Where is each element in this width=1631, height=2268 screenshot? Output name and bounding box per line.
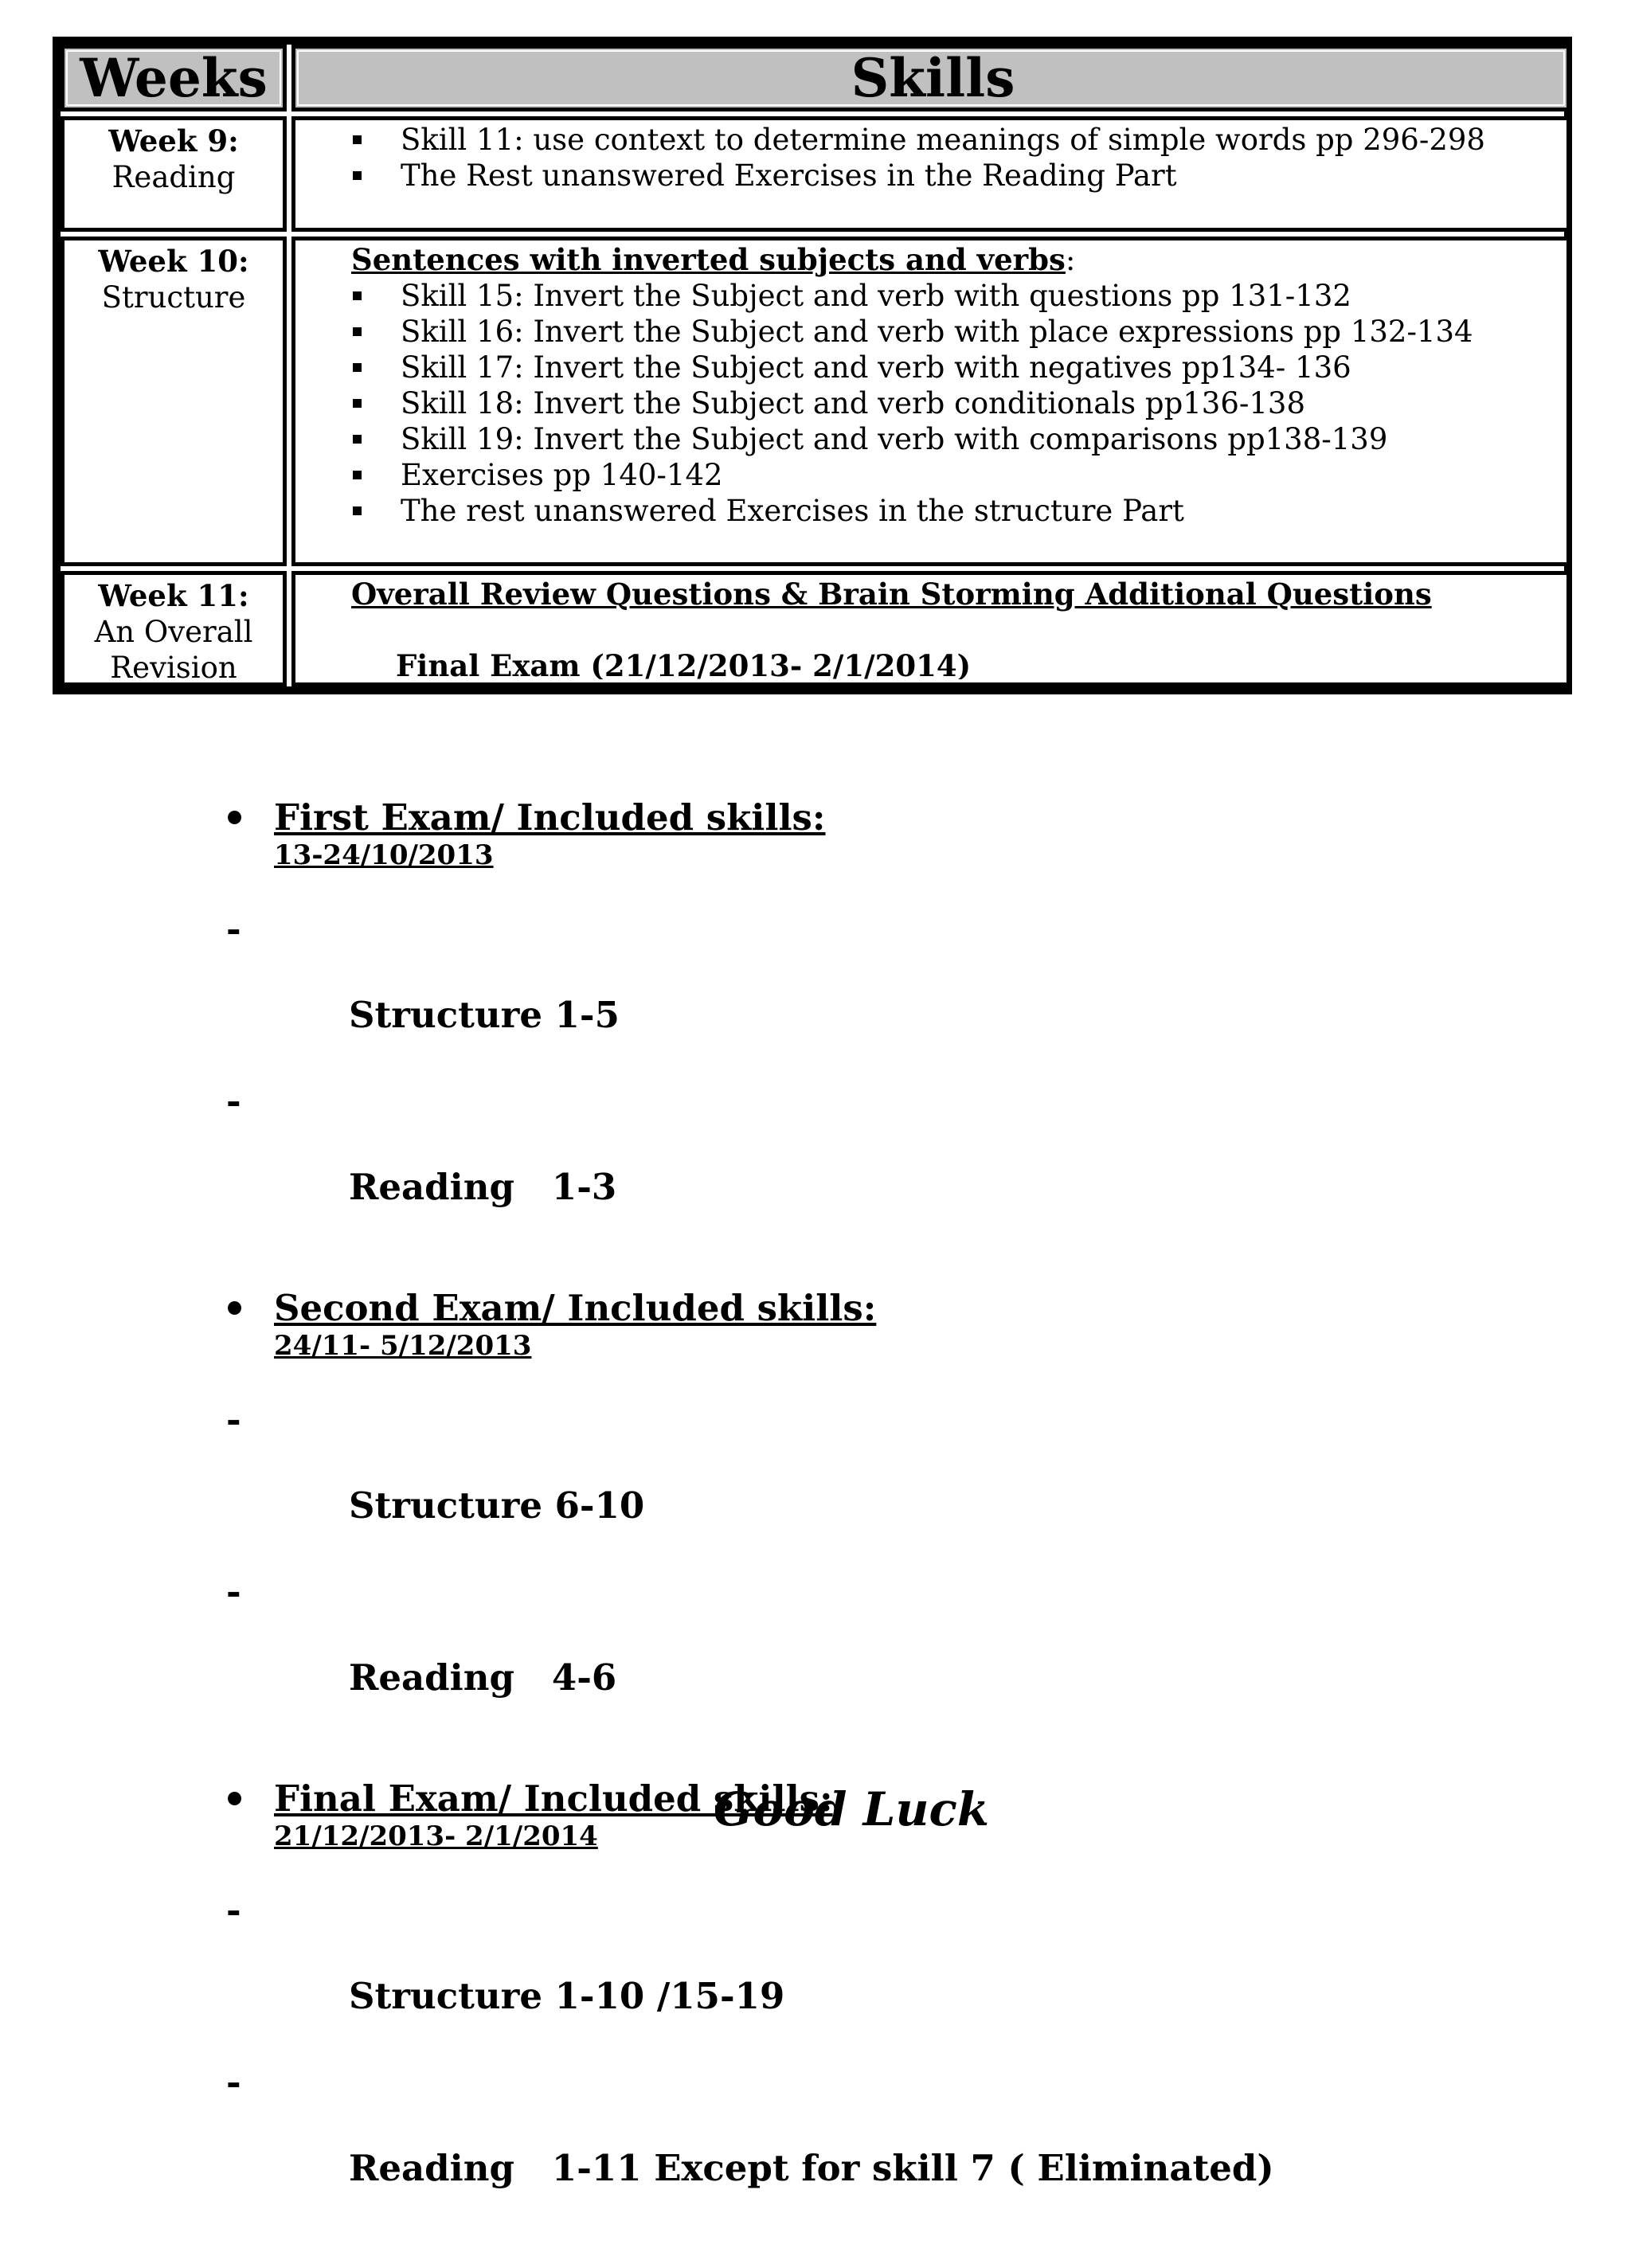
second-exam-title: Second Exam/ Included skills: [274,1287,877,1329]
week-10-cell [61,237,287,566]
week-11-final-exam-line: Final Exam (21/12/2013- 2/1/2014) [396,648,972,683]
final-exam-block [223,1777,1418,2233]
week-10-topic: Structure [101,280,246,315]
final-exam-item-reading: Reading 1-11 Except for skill 7 ( Eliminated) [349,2147,1274,2189]
schedule-table [53,37,1572,694]
first-exam-heading [223,796,1418,839]
list-item [223,1398,1418,1570]
header-skills-label: Skills [851,47,1015,109]
schedule-grid [61,45,1564,686]
second-exam-item-structure: Structure 6-10 [349,1484,645,1527]
list-item [223,908,1418,1080]
week-9-cell [61,116,287,232]
dash-icon: - [226,1570,241,1613]
second-exam-heading [223,1287,1418,1330]
header-skills [291,45,1570,111]
week-10-section-title: Sentences with inverted subjects and verbs [351,242,1066,277]
good-luck-closing: Good Luck [713,1782,990,1836]
final-exam-title: Final Exam/ Included skills: [274,1777,833,1820]
week-9-label: Week 9: [108,123,239,158]
second-exam-date: 24/11- 5/12/2013 [274,1330,532,1362]
week-10-label: Week 10: [98,244,249,279]
first-exam-date: 13-24/10/2013 [274,839,494,871]
week-10-skills-cell [291,237,1570,566]
list-item: Skill 17: Invert the Subject and verb with negatives pp134- 136 [351,350,1566,385]
list-item: Skill 15: Invert the Subject and verb with questions pp 131-132 [351,278,1566,314]
list-item: Skill 18: Invert the Subject and verb conditionals pp136-138 [351,385,1566,421]
week-9-skill-list [351,122,1566,194]
dash-icon: - [226,1889,241,1931]
week-10-section-colon: : [1065,243,1076,277]
list-item: The Rest unanswered Exercises in the Reading Part [351,158,1566,194]
week-11-label: Week 11: [98,578,249,613]
exam-list [223,796,1418,2268]
week-11-cell [61,571,287,686]
bullet-icon [228,811,241,824]
list-item: Skill 11: use context to determine meanings of simple words pp 296-298 [351,122,1566,158]
list-item: Exercises pp 140-142 [351,457,1566,493]
list-item: Skill 19: Invert the Subject and verb with comparisons pp138-139 [351,421,1566,457]
week-9-skills-cell [291,116,1570,232]
week-10-skill-list [351,278,1566,529]
header-weeks [61,45,287,111]
week-9-topic: Reading [111,160,236,194]
list-item [223,1080,1418,1252]
list-item [223,1570,1418,1742]
dash-icon: - [226,1398,241,1441]
list-item [223,1889,1418,2061]
week-10-section-title-line [351,242,1566,278]
first-exam-item-structure: Structure 1-5 [349,994,620,1036]
week-11-topic-line-2: Revision [110,651,237,685]
dash-icon: - [226,908,241,950]
list-item: The rest unanswered Exercises in the structure Part [351,493,1566,529]
dash-icon: - [226,2061,241,2103]
list-item [223,2061,1418,2233]
first-exam-item-reading: Reading 1-3 [349,1166,617,1208]
second-exam-block [223,1287,1418,1742]
week-11-skills-cell [291,571,1570,686]
header-weeks-label: Weeks [80,47,268,109]
bullet-icon [228,1301,241,1315]
first-exam-title: First Exam/ Included skills: [274,796,826,839]
dash-icon: - [226,1080,241,1122]
week-11-section-title: Overall Review Questions & Brain Storming Additional Questions [351,577,1432,612]
first-exam-block [223,796,1418,1252]
second-exam-item-reading: Reading 4-6 [349,1656,617,1699]
final-exam-date: 21/12/2013- 2/1/2014 [274,1820,598,1852]
final-exam-item-structure: Structure 1-10 /15-19 [349,1975,785,2017]
list-item: Skill 16: Invert the Subject and verb with place expressions pp 132-134 [351,314,1566,350]
week-11-topic-line-1: An Overall [94,615,253,649]
